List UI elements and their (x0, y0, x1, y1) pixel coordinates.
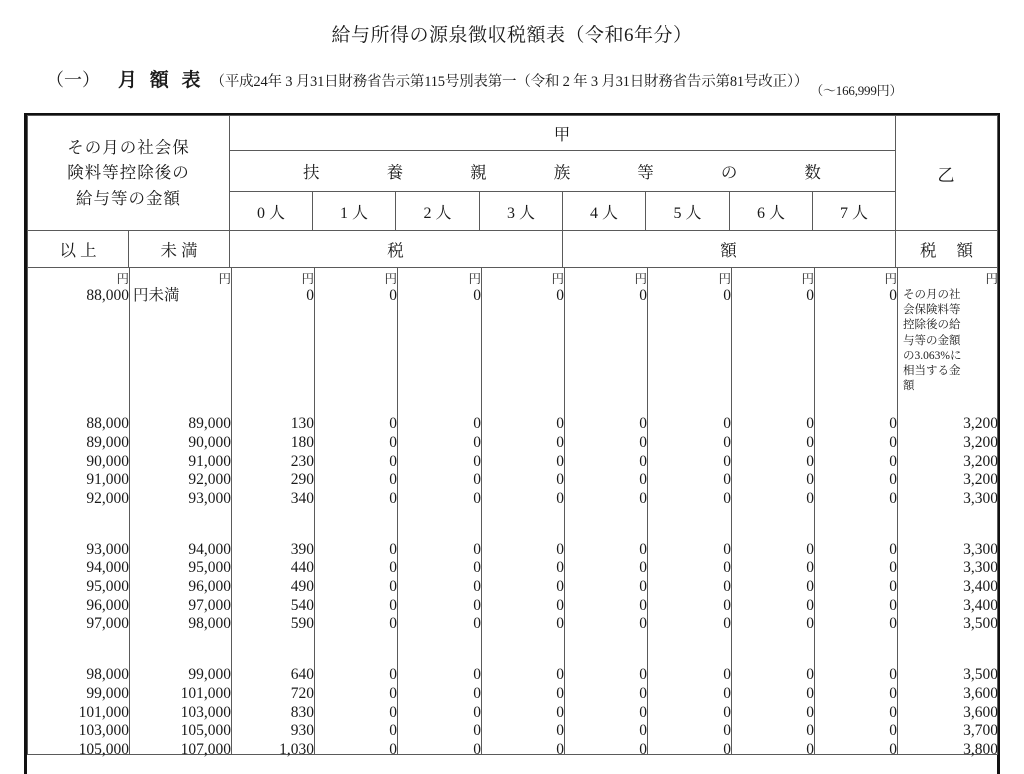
header-count-0 (230, 192, 313, 231)
table-cell: 3,800 (963, 740, 998, 758)
table-cell: 3,600 (963, 703, 998, 721)
table-cell: 0 (556, 703, 564, 721)
first-row-kou-value: 0 (639, 287, 647, 304)
table-cell: 0 (889, 578, 897, 596)
table-cell: 0 (556, 452, 564, 470)
header-otsu: 乙 (896, 116, 998, 231)
table-cell: 0 (473, 578, 481, 596)
otsu-rate-description (903, 288, 989, 394)
table-cell: 0 (806, 740, 814, 758)
table-cell: 103,000 (180, 703, 231, 721)
table-cell: 390 (290, 540, 314, 558)
otsu-desc-line: の3.063%に (903, 349, 962, 362)
table-cell: 3,300 (963, 540, 998, 558)
table-cell: 94,000 (188, 540, 231, 558)
table-cell: 0 (639, 703, 647, 721)
table-cell: 0 (473, 666, 481, 684)
dep-char-4: 等 (637, 163, 655, 182)
table-cell: 0 (389, 578, 397, 596)
table-cell: 0 (473, 559, 481, 577)
table-cell: 0 (556, 559, 564, 577)
first-row-kou-value: 0 (806, 287, 814, 304)
table-cell: 230 (290, 452, 314, 470)
table-cell: 0 (389, 596, 397, 614)
table-cell: 107,000 (180, 740, 231, 758)
table-cell: 0 (473, 489, 481, 507)
table-cell: 98,000 (86, 666, 129, 684)
table-cell: 0 (723, 615, 731, 633)
header-otsu-zeigaku (896, 231, 998, 268)
table-cell: 0 (889, 596, 897, 614)
header-count-6 (730, 192, 813, 231)
table-cell: 0 (639, 415, 647, 433)
table-cell: 90,000 (188, 433, 231, 451)
header-row-subheads (28, 231, 998, 268)
table-cell: 180 (290, 433, 314, 451)
table-cell: 97,000 (86, 615, 129, 633)
table-cell: 3,200 (963, 452, 998, 470)
yen-unit-mark: 円 (551, 272, 564, 286)
otsu-desc-line: 会保険料等 (903, 304, 961, 317)
table-cell: 0 (389, 703, 397, 721)
salary-label-line1: その月の社会保 (67, 137, 190, 157)
table-cell: 3,400 (963, 596, 998, 614)
first-row-kou-value: 0 (306, 287, 314, 304)
table-cell: 490 (290, 578, 314, 596)
table-cell: 0 (556, 740, 564, 758)
table-cell: 0 (806, 452, 814, 470)
table-cell: 0 (889, 615, 897, 633)
table-cell: 3,500 (963, 615, 998, 633)
otsu-desc-line: 控除後の給 (903, 319, 961, 332)
first-row-kou-value: 0 (723, 287, 731, 304)
table-cell: 92,000 (86, 489, 129, 507)
table-cell: 0 (806, 471, 814, 489)
section-index: （一） (46, 70, 100, 90)
header-miman (129, 231, 230, 268)
count-label-1: 1 人 (339, 204, 368, 222)
table-cell: 0 (473, 433, 481, 451)
table-cell: 101,000 (78, 703, 129, 721)
table-cell: 0 (639, 596, 647, 614)
dep-char-3: 族 (553, 163, 572, 182)
section-name: 月 額 表 (118, 70, 205, 91)
table-cell: 103,000 (78, 722, 129, 740)
table-cell: 3,600 (963, 685, 998, 703)
otsu-desc-line: その月の社 (903, 289, 961, 301)
table-cell: 94,000 (86, 559, 129, 577)
table-cell: 0 (556, 471, 564, 489)
salary-label-line3: 給与等の金額 (76, 188, 181, 208)
count-label-0: 0 人 (256, 204, 285, 222)
yen-unit-mark: 円 (218, 272, 231, 286)
ijou-label: 以 上 (59, 241, 97, 260)
table-cell: 95,000 (86, 578, 129, 596)
header-row-top (28, 116, 998, 151)
table-cell: 0 (723, 596, 731, 614)
header-gaku: 額 (563, 231, 896, 268)
table-cell: 0 (556, 433, 564, 451)
dep-char-2: 親 (470, 163, 488, 182)
table-cell: 0 (556, 615, 564, 633)
header-count-7 (813, 192, 896, 231)
table-cell: 91,000 (188, 452, 231, 470)
table-cell: 590 (290, 615, 314, 633)
table-cell: 90,000 (86, 452, 129, 470)
table-cell: 0 (473, 615, 481, 633)
table-cell: 99,000 (188, 666, 231, 684)
table-cell: 0 (723, 722, 731, 740)
table-cell: 0 (473, 471, 481, 489)
table-cell: 0 (723, 559, 731, 577)
table-cell: 0 (889, 722, 897, 740)
table-cell: 0 (806, 540, 814, 558)
table-cell: 130 (290, 415, 314, 433)
table-cell: 0 (806, 433, 814, 451)
otsu-gaku-label: 額 (956, 241, 973, 260)
table-cell: 0 (473, 685, 481, 703)
table-cell: 0 (723, 433, 731, 451)
table-cell: 0 (806, 615, 814, 633)
table-cell: 0 (389, 685, 397, 703)
table-cell: 0 (473, 722, 481, 740)
header-dependents-label (230, 151, 896, 192)
first-row-amount: 88,000 (86, 287, 129, 304)
table-cell: 0 (889, 703, 897, 721)
table-body (28, 268, 998, 758)
table-cell: 0 (889, 740, 897, 758)
table-cell: 88,000 (86, 415, 129, 433)
yen-unit-mark: 円 (301, 272, 314, 286)
otsu-zei-label: 税 (920, 241, 937, 260)
table-cell: 0 (389, 471, 397, 489)
table-cell: 0 (806, 703, 814, 721)
table-cell: 0 (639, 578, 647, 596)
table-cell: 0 (723, 666, 731, 684)
dep-char-0: 扶 (303, 163, 321, 182)
first-row-kou-value: 0 (389, 287, 397, 304)
first-row-kou-value: 0 (889, 287, 897, 304)
table-cell: 930 (290, 722, 314, 740)
table-cell: 3,200 (963, 433, 998, 451)
table-cell: 0 (389, 559, 397, 577)
table-cell: 96,000 (86, 596, 129, 614)
table-cell: 0 (556, 685, 564, 703)
count-label-2: 2 人 (423, 204, 452, 222)
yen-unit-mark: 円 (384, 272, 397, 286)
table-cell: 92,000 (188, 471, 231, 489)
table-cell: 0 (473, 415, 481, 433)
table-cell: 0 (889, 685, 897, 703)
table-cell: 340 (290, 489, 314, 507)
header-count-3 (480, 192, 563, 231)
table-cell: 3,300 (963, 559, 998, 577)
count-label-6: 6 人 (756, 204, 785, 222)
otsu-desc-line: 相当する金 (903, 365, 961, 378)
table-cell: 0 (806, 578, 814, 596)
table-cell: 0 (556, 596, 564, 614)
table-cell: 0 (389, 615, 397, 633)
table-cell: 0 (806, 722, 814, 740)
header-kou: 甲 (230, 116, 896, 151)
section-note: （平成24年 3 月31日財務省告示第115号別表第一（令和 2 年 3 月31日財務省告示第81号改正）） (210, 74, 809, 90)
table-cell: 0 (723, 540, 731, 558)
table-cell: 0 (639, 559, 647, 577)
table-body-row (28, 268, 998, 755)
miman-label: 未 満 (160, 241, 198, 260)
table-cell: 0 (556, 415, 564, 433)
tax-table-container (24, 113, 1000, 774)
count-label-7: 7 人 (839, 204, 868, 222)
table-cell: 93,000 (86, 540, 129, 558)
table-cell: 0 (473, 703, 481, 721)
table-cell: 0 (889, 433, 897, 451)
count-label-5: 5 人 (673, 204, 702, 222)
table-cell: 3,200 (963, 471, 998, 489)
table-cell: 0 (389, 433, 397, 451)
table-cell: 93,000 (188, 489, 231, 507)
table-cell: 1,030 (279, 740, 314, 758)
yen-unit-mark: 円 (884, 272, 897, 286)
dep-char-5: の (720, 163, 739, 182)
section-subtitle-row (0, 47, 1024, 98)
table-cell: 540 (290, 596, 314, 614)
page-title: 給与所得の源泉徴収税額表（令和6年分） (331, 25, 693, 46)
header-ijou (28, 231, 129, 268)
table-cell: 0 (473, 540, 481, 558)
table-cell: 0 (723, 740, 731, 758)
table-cell: 0 (723, 471, 731, 489)
first-row-kou-value: 0 (473, 287, 481, 304)
table-cell: 0 (889, 559, 897, 577)
table-cell: 89,000 (86, 433, 129, 451)
table-cell: 0 (389, 540, 397, 558)
dep-char-6: 数 (804, 163, 822, 182)
header-salary-label (28, 116, 230, 231)
table-cell: 0 (556, 578, 564, 596)
table-cell: 0 (639, 615, 647, 633)
table-cell: 0 (639, 433, 647, 451)
table-cell: 0 (889, 471, 897, 489)
table-cell: 0 (556, 722, 564, 740)
table-cell: 0 (556, 540, 564, 558)
table-cell: 640 (290, 666, 314, 684)
table-cell: 0 (723, 489, 731, 507)
header-count-2 (396, 192, 480, 231)
table-cell: 96,000 (188, 578, 231, 596)
table-cell: 3,200 (963, 415, 998, 433)
table-cell: 0 (389, 722, 397, 740)
table-cell: 0 (806, 685, 814, 703)
table-cell: 0 (639, 685, 647, 703)
table-cell: 105,000 (180, 722, 231, 740)
otsu-desc-line: 与等の金額 (903, 334, 961, 347)
table-cell: 0 (723, 703, 731, 721)
table-cell: 91,000 (86, 471, 129, 489)
table-cell: 0 (889, 540, 897, 558)
table-cell: 0 (639, 489, 647, 507)
yen-unit-mark: 円 (468, 272, 481, 286)
table-cell: 830 (290, 703, 314, 721)
table-cell: 0 (723, 415, 731, 433)
table-cell: 0 (806, 489, 814, 507)
otsu-desc-line: 額 (903, 380, 915, 393)
table-cell: 0 (389, 489, 397, 507)
first-row-kou-value: 0 (556, 287, 564, 304)
table-cell: 0 (806, 666, 814, 684)
table-cell: 0 (556, 666, 564, 684)
table-cell: 0 (389, 740, 397, 758)
yen-unit-mark: 円 (634, 272, 647, 286)
table-cell: 3,300 (963, 489, 998, 507)
yen-unit-mark: 円 (985, 272, 998, 286)
table-cell: 0 (806, 415, 814, 433)
table-cell: 290 (290, 471, 314, 489)
table-cell: 0 (889, 415, 897, 433)
table-cell: 0 (889, 452, 897, 470)
withholding-tax-table (27, 115, 998, 758)
table-cell: 720 (290, 685, 314, 703)
table-cell: 0 (889, 489, 897, 507)
table-cell: 3,500 (963, 666, 998, 684)
table-cell: 0 (639, 666, 647, 684)
table-cell: 3,700 (963, 722, 998, 740)
table-cell: 0 (639, 740, 647, 758)
first-row-miman-text: 円未満 (133, 287, 180, 304)
table-cell: 0 (639, 722, 647, 740)
table-cell: 0 (723, 578, 731, 596)
salary-label-line2: 険料等控除後の (67, 163, 190, 183)
table-cell: 0 (639, 540, 647, 558)
table-cell: 0 (556, 489, 564, 507)
table-cell: 105,000 (78, 740, 129, 758)
table-cell: 0 (639, 452, 647, 470)
table-cell: 0 (389, 415, 397, 433)
yen-unit-mark: 円 (801, 272, 814, 286)
table-cell: 0 (639, 471, 647, 489)
yen-unit-mark: 円 (718, 272, 731, 286)
table-cell: 99,000 (86, 685, 129, 703)
table-cell: 0 (473, 452, 481, 470)
count-label-4: 4 人 (589, 204, 618, 222)
table-cell: 95,000 (188, 559, 231, 577)
dep-char-1: 養 (386, 163, 405, 182)
header-zei: 税 (230, 231, 563, 268)
table-cell: 0 (723, 452, 731, 470)
data-grid (28, 268, 998, 758)
table-cell: 0 (723, 685, 731, 703)
table-cell: 89,000 (188, 415, 231, 433)
table-cell: 0 (389, 452, 397, 470)
table-cell: 0 (806, 559, 814, 577)
header-count-5 (646, 192, 730, 231)
table-cell: 98,000 (188, 615, 231, 633)
yen-unit-mark: 円 (116, 272, 129, 286)
table-cell: 440 (290, 559, 314, 577)
section-range: （～166,999円） (810, 83, 903, 98)
table-cell: 0 (473, 596, 481, 614)
header-count-1 (313, 192, 396, 231)
table-cell: 97,000 (188, 596, 231, 614)
header-count-4 (563, 192, 646, 231)
table-cell: 101,000 (180, 685, 231, 703)
table-cell: 0 (389, 666, 397, 684)
table-cell: 0 (889, 666, 897, 684)
table-cell: 0 (806, 596, 814, 614)
table-cell: 3,400 (963, 578, 998, 596)
table-cell: 0 (473, 740, 481, 758)
count-label-3: 3 人 (506, 204, 535, 222)
